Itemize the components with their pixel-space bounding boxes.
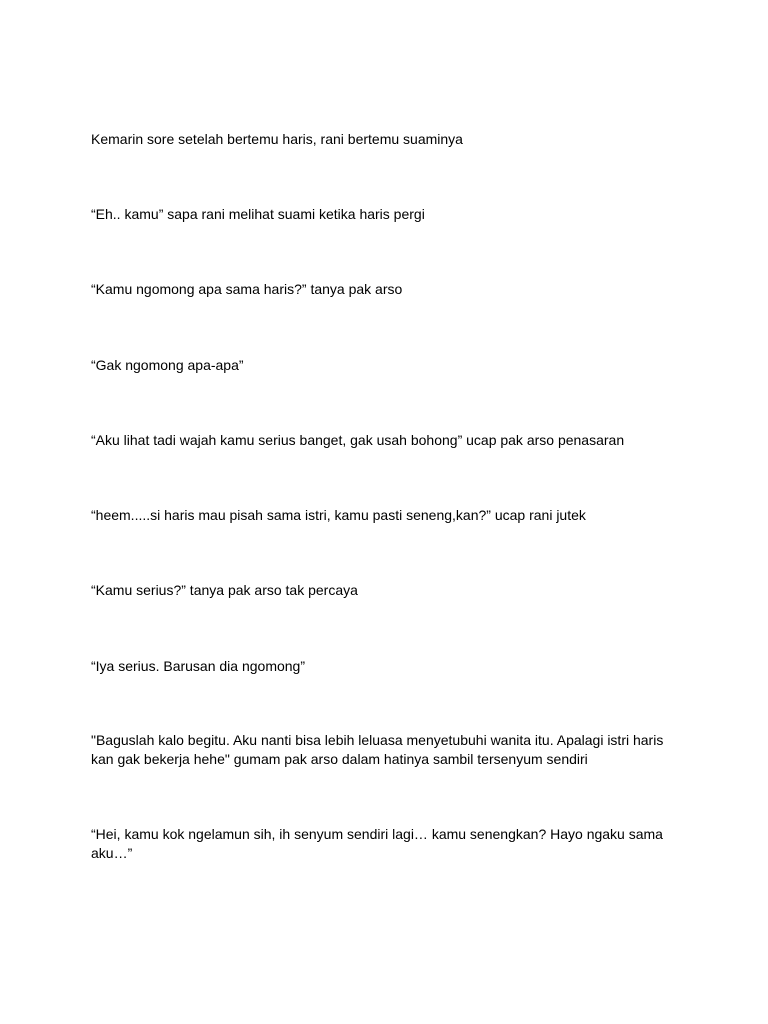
paragraph-3: “Kamu ngomong apa sama haris?” tanya pak arso [91,281,403,297]
paragraph-6: “heem.....si haris mau pisah sama istri, kamu pasti seneng,kan?” ucap rani jutek [91,507,586,523]
paragraph-1: Kemarin sore setelah bertemu haris, rani bertemu suaminya [91,131,463,147]
paragraph-10: “Hei, kamu kok ngelamun sih, ih senyum sendiri lagi… kamu senengkan? Hayo ngaku sama aku…” [91,826,663,861]
paragraph-9: "Baguslah kalo begitu. Aku nanti bisa lebih leluasa menyetubuhi wanita itu. Apalagi istri haris kan gak bekerja hehe" gumam pak arso dalam hatinya sambil tersenyum sendiri [91,732,664,767]
paragraph-2: “Eh.. kamu” sapa rani melihat suami ketika haris pergi [91,206,425,222]
paragraph-4: “Gak ngomong apa-apa” [91,357,244,373]
paragraph-8: “Iya serius. Barusan dia ngomong” [91,658,305,674]
paragraph-5: “Aku lihat tadi wajah kamu serius banget, gak usah bohong” ucap pak arso penasaran [91,432,625,448]
paragraph-7: “Kamu serius?” tanya pak arso tak percaya [91,582,358,598]
